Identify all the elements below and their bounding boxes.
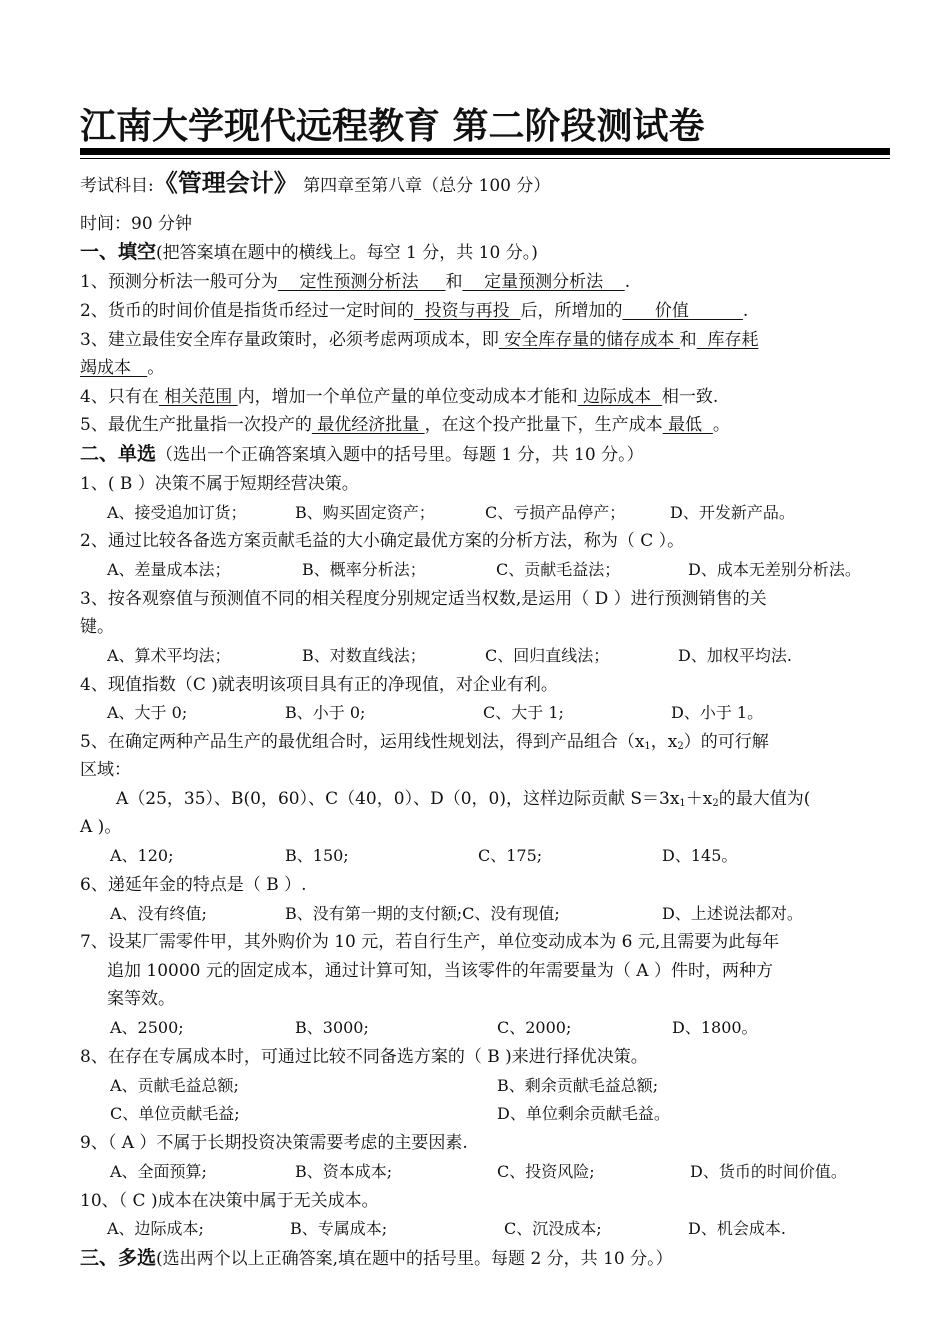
- subject-name: 《管理会计》: [153, 169, 298, 197]
- fill-q5-answer1: 最优经济批量: [311, 415, 425, 435]
- mc-q1-stem: 1、( B ）决策不属于短期经营决策。: [80, 474, 359, 494]
- mc-q5-stem-end: ）的可行解: [683, 732, 769, 752]
- mc-q5-sub3: 1: [679, 798, 686, 809]
- mc-q2-option-a: A、差量成本法；: [107, 560, 231, 579]
- fill-q1-end: .: [624, 272, 631, 292]
- mc-q9-option-a: A、全面预算;: [110, 1162, 207, 1181]
- fill-q5-end: 。: [712, 415, 730, 435]
- mc-q9-option-b: B、资本成本;: [295, 1162, 393, 1181]
- mc-q6-option-a: A、没有终值;: [110, 904, 207, 923]
- fill-q4-text2: 内，增加一个单位产量的单位变动成本才能和: [237, 387, 578, 407]
- section1-heading-line: [80, 241, 538, 264]
- mc-q5-stem: [80, 731, 769, 758]
- page-title: 江南大学现代远程教育 第二阶段测试卷: [80, 106, 705, 147]
- mc-q4-option-b: B、小于 0;: [285, 703, 366, 722]
- mc-q7-stem: 7、设某厂需零件甲，其外购价为 10 元，若自行生产，单位变动成本为 6 元,且需要为此每年: [80, 932, 780, 952]
- mc-q3-option-c: C、回归直线法；: [485, 646, 610, 665]
- mc-q6-stem: 6、递延年金的特点是（ B ）.: [80, 875, 307, 895]
- mc-q7-option-d: D、1800。: [672, 1018, 758, 1037]
- mc-q5-sub2: 2: [677, 741, 684, 752]
- mc-q7-option-a: A、2500;: [110, 1018, 184, 1037]
- section3-heading-line: [80, 1247, 673, 1270]
- mc-q2-option-c: C、贡献毛益法；: [496, 560, 621, 579]
- mc-q5-sub1: 1: [644, 741, 651, 752]
- mc-q10-option-b: B、专属成本;: [290, 1219, 388, 1238]
- fill-q2-answer2: 价值: [622, 301, 743, 321]
- mc-q3-stem: 3、按各观察值与预测值不同的相关程度分别规定适当权数,是运用（ D ）进行预测销售的关: [80, 589, 767, 609]
- mc-q5-option-c: C、175;: [478, 846, 543, 865]
- mc-q4-stem: 4、现值指数（C )就表明该项目具有正的净现值，对企业有利。: [80, 675, 558, 695]
- mc-q4-option-d: D、小于 1。: [671, 703, 764, 722]
- title-rule-thick: [80, 148, 890, 155]
- mc-q3-stem-cont: 键。: [80, 617, 114, 637]
- subject-prefix: 考试科目:: [80, 176, 154, 196]
- fill-q3-text: 3、建立最佳安全库存量政策时，必须考虑两项成本，即: [80, 330, 499, 350]
- title-rule-thin: [80, 158, 890, 159]
- mc-q2-option-d: D、成本无差别分析法。: [688, 560, 861, 579]
- fill-q5-answer2: 最低: [662, 415, 713, 435]
- fill-q2-text2: 后，所增加的: [520, 301, 623, 321]
- mc-q5-sub4: 2: [712, 798, 719, 809]
- mc-q9-stem: 9、（ A ）不属于长期投资决策需要考虑的主要因素.: [80, 1133, 468, 1153]
- mc-q7-stem-cont2: 案等效。: [107, 989, 175, 1009]
- fill-q1: [80, 271, 630, 293]
- subject-line: [80, 169, 551, 197]
- fill-q5: [80, 414, 730, 436]
- mc-q5-option-b: B、150;: [285, 846, 349, 865]
- fill-q1-answer2: 定量预测分析法: [462, 272, 625, 292]
- mc-q7-option-b: B、3000;: [295, 1018, 369, 1037]
- mc-q5-answer-line: A )。: [80, 817, 122, 837]
- mc-q2-stem: 2、通过比较各备选方案贡献毛益的大小确定最优方案的分析方法，称为（ C ）。: [80, 531, 685, 551]
- mc-q10-option-c: C、沉没成本;: [504, 1219, 602, 1238]
- mc-q8-option-c: C、单位贡献毛益;: [110, 1104, 240, 1123]
- section2-note: （选出一个正确答案填入题中的括号里。每题 1 分，共 10 分。）: [156, 445, 644, 465]
- mc-q5-stem-cont: 区域：: [80, 760, 131, 780]
- fill-q3-answer1: 安全库存量的储存成本: [498, 330, 680, 350]
- mc-q9-option-d: D、货币的时间价值。: [690, 1162, 847, 1181]
- fill-q4-answer2: 边际成本: [577, 387, 662, 407]
- fill-q2-text: 2、货币的时间价值是指货币经过一定时间的: [80, 301, 414, 321]
- fill-q3-end: 。: [147, 358, 165, 378]
- section2-heading-line: [80, 443, 644, 466]
- mc-q1-option-b: B、购买固定资产；: [295, 503, 435, 522]
- mc-q3-option-a: A、算术平均法；: [107, 646, 231, 665]
- section3-heading: 三、多选: [80, 1247, 157, 1269]
- fill-q3-cont: [80, 357, 164, 379]
- mc-q9-option-c: C、投资风险;: [497, 1162, 595, 1181]
- mc-q5-points-mid: ＋x: [685, 789, 713, 809]
- fill-q3-text2: 和: [679, 330, 697, 350]
- mc-q7-stem-cont: 追加 10000 元的固定成本，通过计算可知，当该零件的年需要量为（ A ）件时，两种方: [107, 961, 773, 981]
- mc-q5-points-text: A（25，35）、B(0，60）、C（40，0）、D（0，0)，这样边际贡献 S＝3x: [116, 789, 680, 809]
- section2-heading: 二、单选: [80, 443, 157, 465]
- mc-q8-option-a: A、贡献毛益总额;: [110, 1076, 239, 1095]
- mc-q1-option-d: D、开发新产品。: [670, 503, 795, 522]
- fill-q3-answer2-cont: 竭成本: [80, 358, 148, 378]
- fill-q4-end: 相一致.: [661, 387, 719, 407]
- fill-q3: [80, 329, 758, 351]
- fill-q5-text2: ，在这个投产批量下，生产成本: [424, 415, 663, 435]
- mc-q10-option-a: A、边际成本;: [107, 1219, 204, 1238]
- mc-q4-option-a: A、大于 0;: [107, 703, 188, 722]
- fill-q1-text2: 和: [445, 272, 463, 292]
- section1-note: (把答案填在题中的横线上。每空 1 分，共 10 分。): [156, 243, 538, 263]
- mc-q6-option-bc: B、没有第一期的支付额;C、没有现值;: [285, 904, 560, 923]
- mc-q5-option-d: D、145。: [662, 846, 738, 865]
- fill-q2-end: .: [742, 301, 749, 321]
- fill-q3-answer2: 库存耗: [696, 330, 759, 350]
- section3-note: (选出两个以上正确答案,填在题中的括号里。每题 2 分，共 10 分。）: [156, 1249, 673, 1269]
- fill-q5-text: 5、最优生产批量指一次投产的: [80, 415, 312, 435]
- fill-q1-text: 1、预测分析法一般可分为: [80, 272, 278, 292]
- fill-q4-text: 4、只有在: [80, 387, 159, 407]
- mc-q1-option-c: C、亏损产品停产；: [485, 503, 626, 522]
- mc-q10-stem: 10、（ C )成本在决策中属于无关成本。: [80, 1191, 379, 1211]
- mc-q2-option-b: B、概率分析法；: [302, 560, 426, 579]
- fill-q2: [80, 300, 748, 322]
- subject-suffix: 第四章至第八章（总分 100 分）: [303, 176, 551, 196]
- mc-q3-option-d: D、加权平均法.: [678, 646, 792, 665]
- mc-q8-stem: 8、在存在专属成本时，可通过比较不同备选方案的（ B )来进行择优决策。: [80, 1047, 648, 1067]
- mc-q3-option-b: B、对数直线法；: [302, 646, 426, 665]
- mc-q8-option-b: B、剩余贡献毛益总额;: [497, 1076, 659, 1095]
- fill-q1-answer1: 定性预测分析法: [277, 272, 446, 292]
- mc-q5-stem-text: 5、在确定两种产品生产的最优组合时，运用线性规划法，得到产品组合（x: [80, 732, 645, 752]
- mc-q5-option-a: A、120;: [110, 846, 174, 865]
- mc-q1-option-a: A、接受追加订货；: [107, 503, 247, 522]
- mc-q10-option-d: D、机会成本.: [688, 1219, 786, 1238]
- mc-q5-stem-mid: ，x: [650, 732, 678, 752]
- section1-heading: 一、填空: [80, 241, 157, 263]
- mc-q8-option-d: D、单位剩余贡献毛益。: [497, 1104, 670, 1123]
- mc-q5-stem-points: [116, 788, 810, 815]
- mc-q4-option-c: C、大于 1;: [483, 703, 564, 722]
- mc-q5-points-end: 的最大值为(: [718, 789, 811, 809]
- mc-q6-option-d: D、上述说法都对。: [662, 904, 803, 923]
- mc-q7-option-c: C、2000;: [497, 1018, 572, 1037]
- fill-q2-answer1: 投资与再投: [413, 301, 521, 321]
- fill-q4: [80, 386, 718, 408]
- fill-q4-answer1: 相关范围: [158, 387, 238, 407]
- exam-time: 时间：90 分钟: [80, 214, 193, 234]
